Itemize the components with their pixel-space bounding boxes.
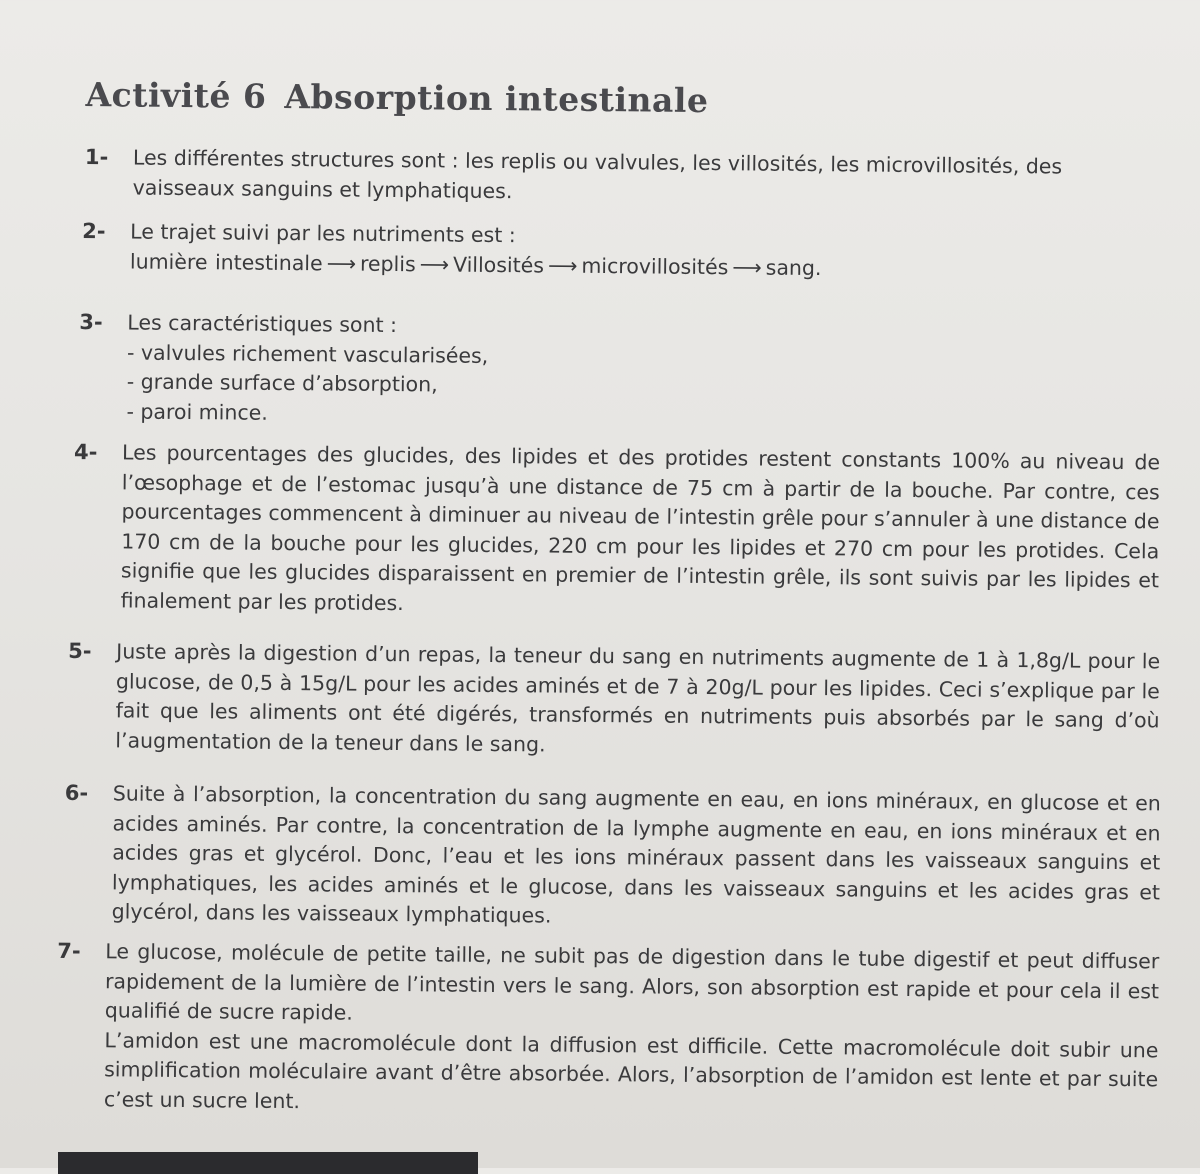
answer-number: 6- <box>64 780 89 806</box>
list-item: - grande surface d’absorption, <box>126 369 438 397</box>
answer-4 <box>73 438 1161 625</box>
answer-intro: Les caractéristiques sont : <box>127 310 398 338</box>
answer-number: 2- <box>82 219 106 244</box>
path-step-microvillosites: microvillosités <box>581 253 729 279</box>
answer-text-continued: L’amidon est une macromolécule dont la diffusion est difficile. Cette macromolécule doit subir une simplification moléculaire avant d’être absorbée. Alors, l’absorption de l’amidon est lente et par suite c’est un sucre lent. <box>103 1027 1159 1113</box>
answer-number: 7- <box>57 938 81 964</box>
arrow-right-icon: ⟶ <box>732 254 762 280</box>
answer-text: Juste après la digestion d’un repas, la teneur du sang en nutriments augmente de 1 à 1,8g/L pour le glucose, de 0,5 à 15g/L pour les acides aminés et de 7 à 20g/L pour les lipides. Ceci s’explique par le fait que les aliments ont été digérés, transformés en nutriments puis absorbés par le sang d’où l’augmentation de la teneur dans le sang. <box>115 639 1161 756</box>
activity-subject: Absorption intestinale <box>284 76 709 121</box>
answer-text: Suite à l’absorption, la concentration du sang augmente en eau, en ions minéraux, en glucose et en acides aminés. Par contre, la concentration de la lymphe augmente en eau, en ions minéraux et en acides gras et glycérol. Donc, l’eau et les ions minéraux passent dans les vaisseaux sanguins et lymphatiques, les acides aminés et le glucose, dans les vaisseaux sanguins et les acides gras et glycérol, dans les vaisseaux lymphatiques. <box>111 781 1161 928</box>
answer-1 <box>85 143 1161 212</box>
page-title <box>85 75 708 120</box>
next-section-header-bar <box>58 1152 478 1174</box>
path-step-villosites: Villosités <box>452 252 545 277</box>
answer-text: Le glucose, molécule de petite taille, ne subit pas de digestion dans le tube digestif et peut diffuser rapidement de la lumière de l’intestin vers le sang. Alors, son absorption est rapide et pour cela il est qualifié de sucre rapide. <box>104 939 1160 1025</box>
answer-7 <box>56 937 1160 1125</box>
answer-text: Les différentes structures sont : les replis ou valvules, les villosités, les microvillosités, des vaisseaux sanguins et lymphatiques. <box>132 145 1063 203</box>
answer-5 <box>67 637 1160 765</box>
answer-number: 1- <box>84 145 109 170</box>
answer-2 <box>82 217 1158 286</box>
path-step-lumen: lumière intestinale <box>129 248 323 275</box>
arrow-right-icon: ⟶ <box>419 251 450 277</box>
answer-number: 4- <box>74 439 98 465</box>
list-item: - paroi mince. <box>126 398 268 425</box>
answer-text: Les pourcentages des glucides, des lipides et des protides restent constants 100% au niveau de l’œsophage et de l’estomac jusqu’à une distance de 75 cm à partir de la bouche. Par contre, ces pourcentages commencent à diminuer au niveau de l’intestin grêle pour s’annuler à une distance de 170 cm de la bouche pour les glucides, 220 cm pour les lipides et 270 cm pour les protides. Cela signifie que les glucides disparaissent en premier de l’intestin grêle, ils sont suivis par les lipides et finalement par les protides. <box>120 440 1161 615</box>
path-step-sang: sang. <box>765 255 822 280</box>
answer-number: 3- <box>79 309 103 335</box>
list-item: - valvules richement vascularisées, <box>126 339 489 368</box>
activity-label: Activité 6 <box>85 75 267 116</box>
answer-number: 5- <box>68 638 92 664</box>
answer-6 <box>64 779 1161 937</box>
arrow-right-icon: ⟶ <box>326 250 357 276</box>
arrow-right-icon: ⟶ <box>547 252 578 278</box>
path-step-replis: replis <box>359 251 416 276</box>
answer-3 <box>78 308 1154 436</box>
answer-intro: Le trajet suivi par les nutriments est : <box>130 219 516 248</box>
